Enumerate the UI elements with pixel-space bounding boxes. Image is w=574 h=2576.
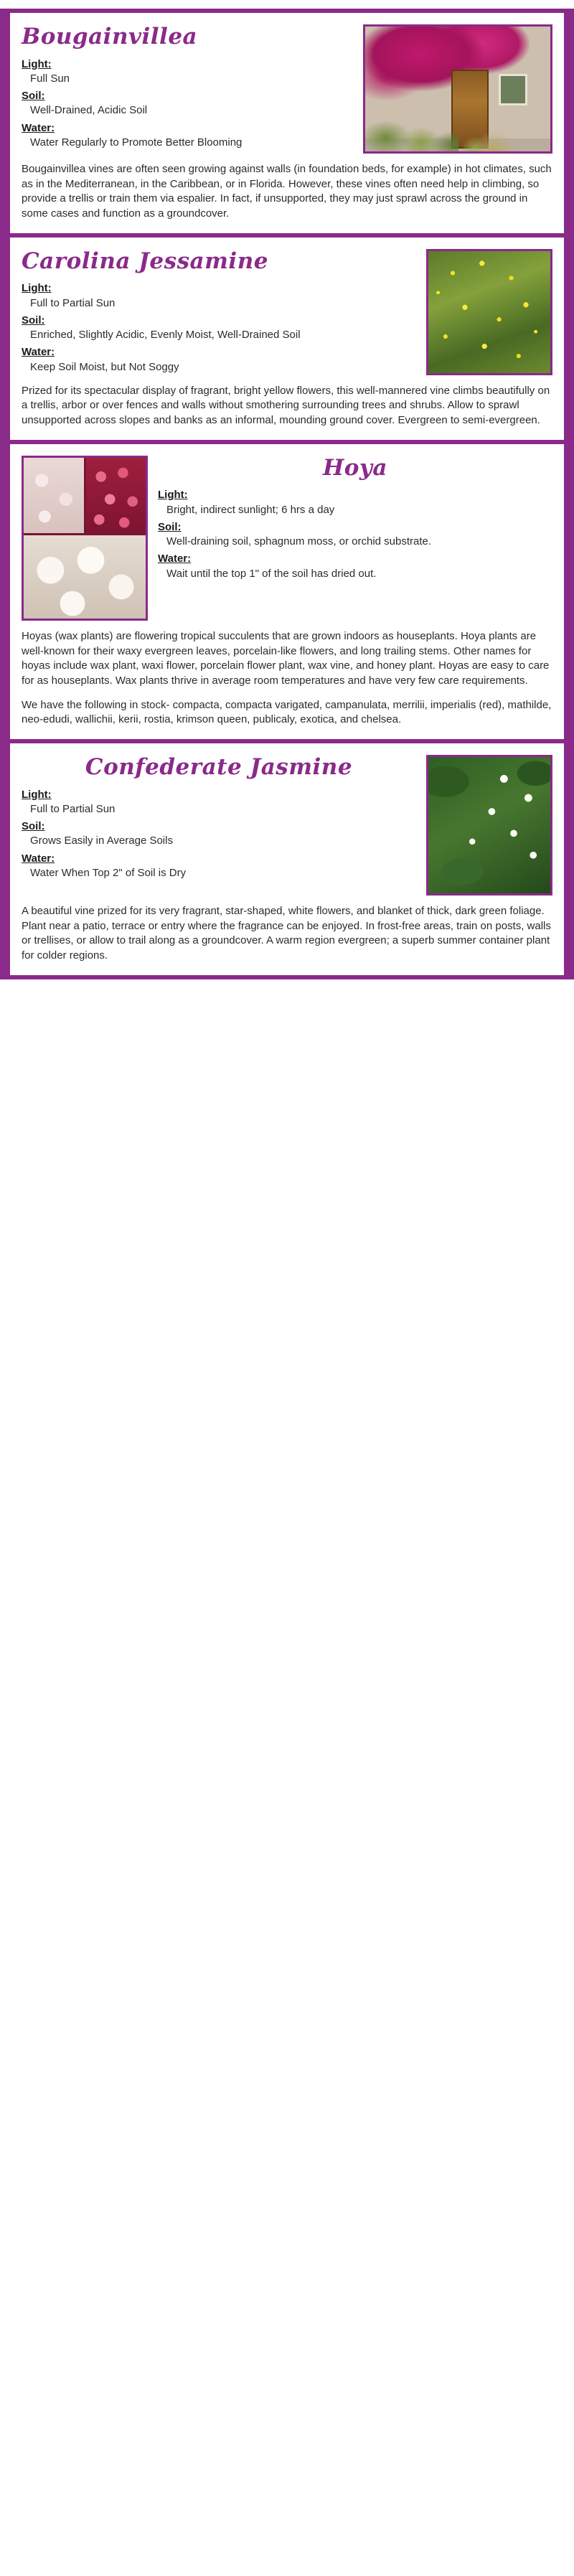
divider-bottom xyxy=(10,975,564,979)
water-label: Water: xyxy=(158,553,192,565)
paragraph: Hoyas (wax plants) are flowering tropical succulents that are grown indoors as houseplants. Hoya plants are well-known for their waxy evergreen leaves, porcelain-like flowers, and long trailing stems. Other names for hoyas include wax plant, waxi flower, porcelain flower plant, wax vine, and honey plant. Hoyas are easy to care for as houseplants. Wax plants thrive in average room temperatures and have very few care requirements. xyxy=(22,629,550,687)
hoya-info xyxy=(158,456,552,581)
jessamine-header-row xyxy=(22,249,552,375)
soil-value: Enriched, Slightly Acidic, Evenly Moist, Well-Drained Soil xyxy=(30,329,301,342)
wood-fence xyxy=(428,251,550,373)
plant-card-bougainvillea xyxy=(10,24,564,222)
soil-label: Soil: xyxy=(22,90,45,103)
confederate-description xyxy=(22,904,552,964)
water-value: Keep Soil Moist, but Not Soggy xyxy=(30,360,179,373)
confederate-jasmine-photo xyxy=(426,755,552,896)
paragraph: Prized for its spectacular display of fragrant, bright yellow flowers, this well-mannered vine climbs beautifully on a trellis, arbor or over fences and walls without smothering surrounding trees and shrubs. Allow to sprawl unsupported across slopes and banks as an informal, mounding ground cover. Evergreen to semi-evergreen. xyxy=(22,384,550,427)
light-label: Light: xyxy=(158,489,188,502)
care-guide-page xyxy=(0,9,574,979)
water-value: Water Regularly to Promote Better Blooming xyxy=(30,136,243,149)
jessamine-care-facts xyxy=(22,281,416,375)
page-content xyxy=(10,9,564,979)
light-value: Full to Partial Sun xyxy=(30,802,116,815)
water-value: Wait until the top 1" of the soil has dried out. xyxy=(166,567,377,580)
light-value: Full Sun xyxy=(30,72,70,85)
bougainvillea-header-row xyxy=(22,24,552,154)
plant-card-hoya xyxy=(10,456,564,728)
left-purple-rail xyxy=(0,9,10,979)
confederate-header-row xyxy=(22,755,552,896)
water-value: Water When Top 2" of Soil is Dry xyxy=(30,866,187,879)
confederate-care-facts xyxy=(22,788,416,881)
carolina-jessamine-photo xyxy=(426,249,552,375)
confederate-info xyxy=(22,755,416,880)
bougainvillea-description xyxy=(22,162,552,222)
light-label: Light: xyxy=(22,788,52,801)
hoya-photo-pink-flowers xyxy=(86,458,146,533)
soil-value: Grows Easily in Average Soils xyxy=(30,835,173,847)
right-purple-rail xyxy=(564,9,574,979)
paragraph: Bougainvillea vines are often seen growing against walls (in foundation beds, for example) in hot climates, such as in the Mediterranean, in the Caribbean, or in Florida. However, these vines often need help in climbing, so provide a trellis or train them via espalier. In fact, if unsupported, they may just sprawl across the ground in some cases and function as a groundcover. xyxy=(22,163,552,220)
shrub xyxy=(365,107,458,151)
jessamine-photo-wrap xyxy=(426,249,552,375)
paragraph: We have the following in stock- compacta, compacta varigated, campanulata, merrilii, imperialis (red), mathilde, neo-edudi, wallichii, kerii, rostia, krimson queen, publicaly, exotica, and chelsea. xyxy=(22,698,552,726)
page-title: Carolina Jessamine xyxy=(22,248,268,274)
hoya-photo-wrap xyxy=(22,456,148,621)
divider-2 xyxy=(10,440,564,444)
confederate-photo-wrap xyxy=(426,755,552,896)
plant-card-carolina-jessamine xyxy=(10,249,564,428)
light-label: Light: xyxy=(22,282,52,295)
bougainvillea-photo xyxy=(363,24,552,154)
jessamine-description xyxy=(22,384,552,428)
divider-top xyxy=(10,9,564,13)
hoya-care-facts xyxy=(158,488,552,581)
hoya-photo-pale-flowers xyxy=(24,458,84,533)
page-title: Hoya xyxy=(322,454,388,481)
water-label: Water: xyxy=(22,346,55,359)
hoya-header-row xyxy=(22,456,552,621)
plant-card-confederate-jasmine xyxy=(10,755,564,964)
page-title: Confederate Jasmine xyxy=(85,753,353,780)
water-label: Water: xyxy=(22,852,55,865)
soil-value: Well-Drained, Acidic Soil xyxy=(30,104,148,117)
light-value: Bright, indirect sunlight; 6 hrs a day xyxy=(166,503,335,516)
page-title: Bougainvillea xyxy=(22,24,198,50)
light-label: Light: xyxy=(22,57,52,70)
soil-label: Soil: xyxy=(22,820,45,833)
soil-label: Soil: xyxy=(158,520,182,533)
ornamental-grass xyxy=(461,98,526,151)
bougainvillea-photo-wrap xyxy=(363,24,552,154)
bougainvillea-info xyxy=(22,24,353,150)
jessamine-info xyxy=(22,249,416,375)
bougainvillea-care-facts xyxy=(22,57,353,151)
soil-label: Soil: xyxy=(22,314,45,326)
soil-value: Well-draining soil, sphagnum moss, or orchid substrate. xyxy=(166,535,432,548)
hoya-photo-star-flowers xyxy=(24,535,146,619)
water-label: Water: xyxy=(22,121,55,134)
light-value: Full to Partial Sun xyxy=(30,296,116,309)
hoya-photo-collage xyxy=(22,456,148,621)
divider-3 xyxy=(10,739,564,743)
paragraph: A beautiful vine prized for its very fragrant, star-shaped, white flowers, and blanket of thick, dark green foliage. Plant near a patio, terrace or entry where the fragrance can be enjoyed. In frost-free areas, train on posts, walls or trellises, or allow to trail along as a groundcover. A warm region evergreen; a superb summer container plant for colder regions. xyxy=(22,904,551,962)
hoya-description xyxy=(22,629,552,728)
divider-1 xyxy=(10,233,564,238)
